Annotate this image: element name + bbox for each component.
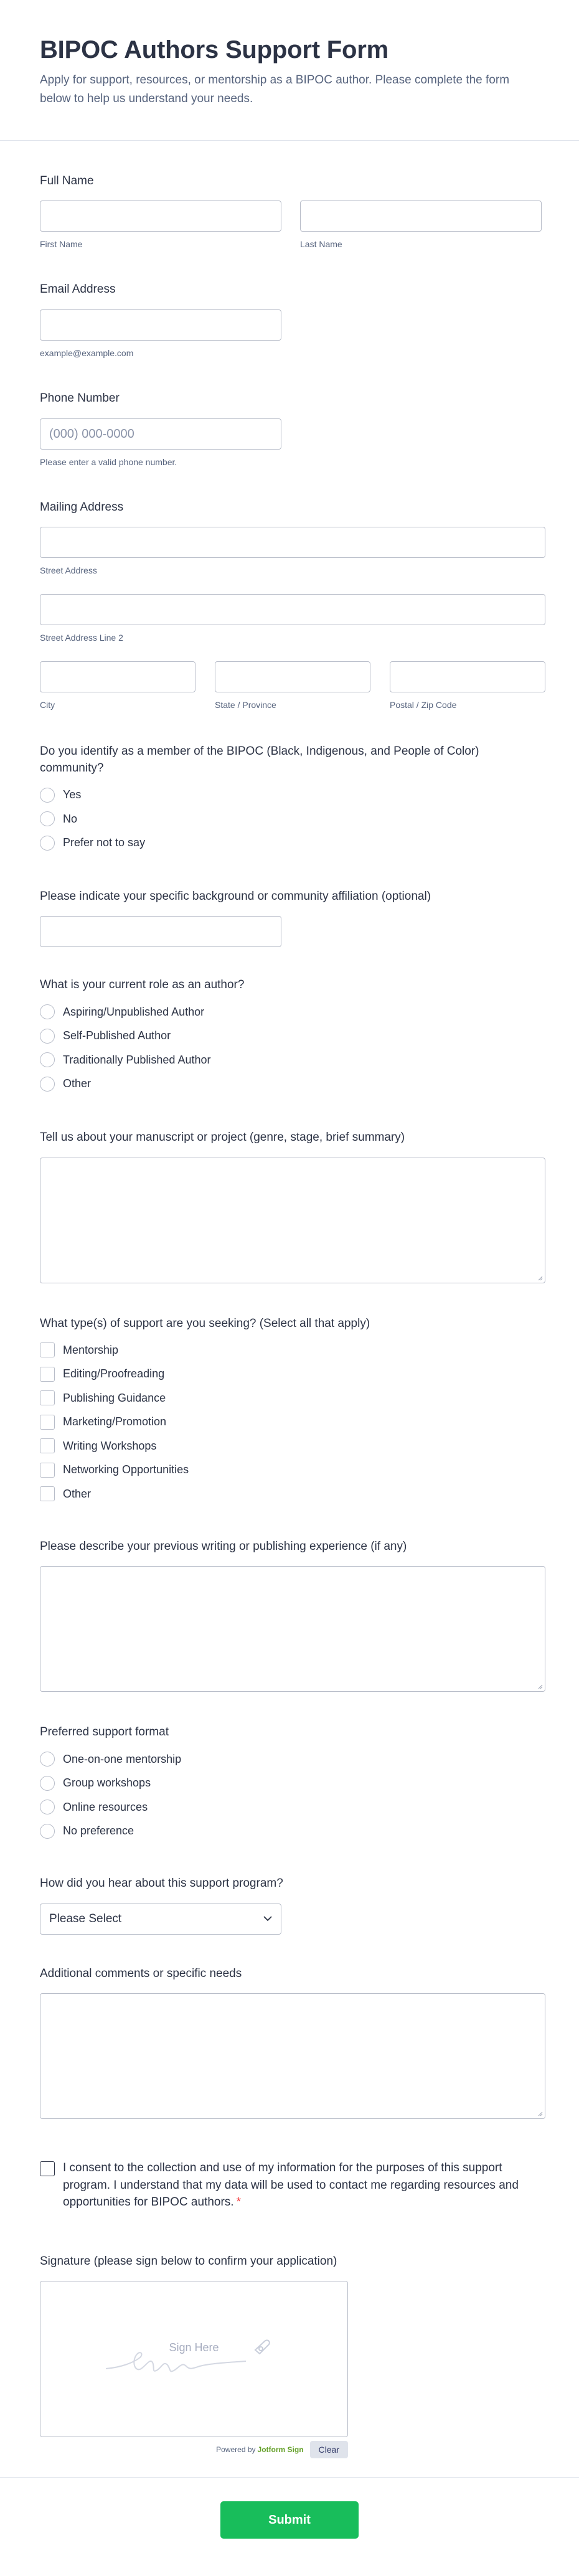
resize-grip-icon[interactable]: [537, 2110, 543, 2116]
checkbox-option[interactable]: [40, 1362, 548, 1387]
full-name-label: Full Name: [40, 174, 94, 187]
background-field: [40, 855, 548, 948]
last-name-sublabel: Last Name: [300, 239, 342, 250]
radio-button[interactable]: [40, 1077, 55, 1092]
radio-option[interactable]: [40, 1771, 548, 1795]
chevron-down-icon: [263, 1916, 272, 1922]
radio-option[interactable]: [40, 1072, 548, 1097]
option-label: Group workshops: [63, 1776, 151, 1790]
radio-option[interactable]: [40, 807, 548, 831]
signature-label: Signature (please sign below to confirm your application): [40, 2254, 337, 2268]
consent-field: [40, 2119, 548, 2211]
email-label: Email Address: [40, 283, 116, 296]
phone-input[interactable]: (000) 000-0000: [40, 418, 281, 450]
required-mark: *: [236, 2196, 241, 2209]
bipoc-identity-label: Do you identify as a member of the BIPOC (Black, Indigenous, and People of Color) community?: [40, 745, 479, 775]
form-header: [0, 0, 579, 141]
phone-sublabel: Please enter a valid phone number.: [40, 456, 177, 467]
manuscript-label: Tell us about your manuscript or project (genre, stage, brief summary): [40, 1131, 405, 1144]
comments-field: [40, 1935, 548, 2120]
state-sublabel: State / Province: [215, 700, 276, 710]
manuscript-field: [40, 1096, 548, 1283]
radio-button[interactable]: [40, 1052, 55, 1067]
resize-grip-icon[interactable]: [537, 1275, 543, 1281]
checkbox[interactable]: [40, 1438, 55, 1453]
author-role-field: [40, 947, 548, 1096]
checkbox-option[interactable]: [40, 1458, 548, 1483]
street-address2-input[interactable]: [40, 594, 545, 625]
support-types-field: [40, 1283, 548, 1506]
option-label: Prefer not to say: [63, 836, 146, 849]
form-description: Apply for support, resources, or mentorship as a BIPOC author. Please complete the form below to help us understand your needs.: [40, 73, 510, 106]
form-title: BIPOC Authors Support Form: [40, 36, 388, 64]
city-sublabel: City: [40, 700, 55, 710]
signature-field: [40, 2211, 548, 2459]
experience-field: [40, 1506, 548, 1692]
option-label: Self-Published Author: [63, 1029, 171, 1042]
checkbox[interactable]: [40, 1415, 55, 1430]
background-input[interactable]: [40, 916, 281, 947]
email-field: [40, 249, 548, 358]
radio-option[interactable]: [40, 1000, 548, 1024]
consent-checkbox[interactable]: [40, 2161, 55, 2176]
checkbox-option[interactable]: [40, 1410, 548, 1435]
option-label: Aspiring/Unpublished Author: [63, 1005, 205, 1018]
submit-button[interactable]: Submit Application: [220, 2501, 359, 2539]
street-address2-sublabel: Street Address Line 2: [40, 633, 123, 643]
option-label: Marketing/Promotion: [63, 1415, 167, 1428]
option-label: Online resources: [63, 1800, 148, 1813]
signature-placeholder-graphic: [40, 2281, 349, 2438]
support-format-label: Preferred support format: [40, 1725, 169, 1739]
background-label: Please indicate your specific background or community affiliation (optional): [40, 889, 431, 903]
radio-option[interactable]: [40, 831, 548, 855]
radio-option[interactable]: [40, 783, 548, 807]
radio-option[interactable]: [40, 1024, 548, 1049]
referral-field: [40, 1843, 548, 1935]
first-name-input[interactable]: [40, 201, 281, 232]
signature-pad[interactable]: [40, 2281, 348, 2437]
state-input[interactable]: [215, 661, 370, 692]
option-label: Other: [63, 1077, 92, 1090]
first-name-sublabel: First Name: [40, 239, 83, 250]
radio-button[interactable]: [40, 788, 55, 803]
option-label: No preference: [63, 1824, 134, 1838]
comments-label: Additional comments or specific needs: [40, 1966, 242, 1980]
form-body: [0, 141, 579, 2459]
checkbox-option[interactable]: [40, 1482, 548, 1506]
support-format-field: [40, 1692, 548, 1843]
option-label: Writing Workshops: [63, 1439, 157, 1452]
full-name-field: [40, 141, 548, 250]
experience-textarea[interactable]: [40, 1566, 545, 1692]
author-role-label: What is your current role as an author?: [40, 978, 245, 992]
referral-label: How did you hear about this support program?: [40, 1876, 283, 1890]
manuscript-textarea[interactable]: [40, 1158, 545, 1283]
option-label: Publishing Guidance: [63, 1391, 166, 1404]
address-label: Mailing Address: [40, 500, 124, 514]
radio-button[interactable]: [40, 836, 55, 851]
option-label: No: [63, 812, 78, 825]
signature-footer: [40, 2441, 348, 2458]
consent-label: I consent to the collection and use of my information for the purposes of this support program. I understand that my data will be used to contact me regarding resources and opportunities for BIPOC authors.: [63, 2161, 519, 2209]
bipoc-identity-field: [40, 710, 548, 855]
radio-button[interactable]: [40, 1800, 55, 1814]
resize-grip-icon[interactable]: [537, 1683, 543, 1689]
address-field: [40, 467, 548, 710]
powered-by-text: Powered by: [216, 2445, 256, 2455]
checkbox-option[interactable]: [40, 1434, 548, 1458]
radio-button[interactable]: [40, 1752, 55, 1767]
signature-placeholder: Sign Here: [169, 2341, 219, 2354]
support-types-label: What type(s) of support are you seeking? (Select all that apply): [40, 1316, 370, 1330]
radio-option[interactable]: [40, 1747, 548, 1772]
referral-select[interactable]: [40, 1904, 281, 1935]
last-name-input[interactable]: [300, 201, 542, 232]
clear-signature-button[interactable]: Clear: [310, 2441, 348, 2458]
zip-input[interactable]: [390, 661, 545, 692]
checkbox[interactable]: [40, 1486, 55, 1501]
submit-section: [0, 2477, 579, 2564]
radio-button[interactable]: [40, 1776, 55, 1791]
option-label: One-on-one mentorship: [63, 1752, 182, 1765]
radio-option[interactable]: [40, 1819, 548, 1843]
radio-button[interactable]: [40, 1824, 55, 1839]
option-label: Editing/Proofreading: [63, 1367, 165, 1380]
email-sublabel: example@example.com: [40, 347, 134, 358]
option-label: Mentorship: [63, 1343, 119, 1356]
checkbox[interactable]: [40, 1463, 55, 1478]
phone-field: [40, 358, 548, 467]
jotform-sign-brand: Jotform Sign: [257, 2445, 304, 2455]
referral-selected-value: Please Select: [49, 1912, 122, 1925]
street-address-input[interactable]: [40, 527, 545, 558]
email-input[interactable]: [40, 309, 281, 341]
option-label: Other: [63, 1487, 92, 1500]
street-address-sublabel: Street Address: [40, 565, 97, 576]
radio-button[interactable]: [40, 1004, 55, 1019]
radio-button[interactable]: [40, 811, 55, 826]
zip-sublabel: Postal / Zip Code: [390, 700, 457, 710]
radio-button[interactable]: [40, 1029, 55, 1044]
option-label: Networking Opportunities: [63, 1463, 189, 1476]
phone-label: Phone Number: [40, 391, 120, 405]
radio-option[interactable]: [40, 1795, 548, 1819]
option-label: Yes: [63, 788, 82, 801]
consent-text: [63, 2159, 527, 2211]
radio-option[interactable]: [40, 1048, 548, 1072]
checkbox-option[interactable]: [40, 1386, 548, 1410]
option-label: Traditionally Published Author: [63, 1053, 211, 1066]
city-input[interactable]: [40, 661, 195, 692]
comments-textarea[interactable]: [40, 1993, 545, 2119]
checkbox[interactable]: [40, 1390, 55, 1405]
checkbox[interactable]: [40, 1367, 55, 1382]
experience-label: Please describe your previous writing or publishing experience (if any): [40, 1539, 407, 1553]
checkbox-option[interactable]: [40, 1338, 548, 1362]
checkbox[interactable]: [40, 1342, 55, 1357]
